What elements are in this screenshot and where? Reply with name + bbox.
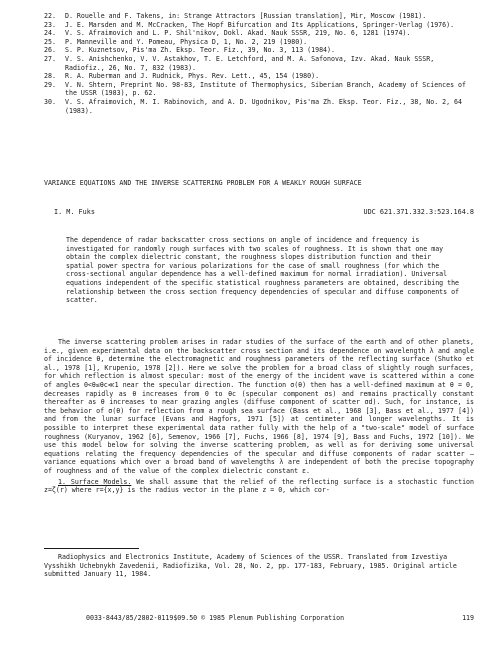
article-body (44, 338, 474, 495)
body-paragraph (44, 478, 474, 495)
reference-item (44, 55, 474, 72)
body-paragraph: The inverse scattering problem arises in radar studies of the surface of the earth and of other planets, i.e., given experimental data on the backscatter cross section and its dependence on wavelength λ and angle of incidence θ, determine the electromagnetic and roughness parameters of the reflecting surface (Shutko et al., 1978 [1], Krupenio, 1978 [2]). Here we solve the problem for a broad class of slightly rough surfaces, for which reflection is almost specular: most of the energy of the incident wave is scattered within a cone of angles 0<θ≤θc≪1 near the specular direction. The function σ(θ) then has a well-defined maximum at θ = 0, decreases rapidly as θ increases from 0 to θc (specular component σs) and remains practically constant thereafter as θ increases to near grazing angles (diffuse component of scatter σd). Such, for instance, is the behavior of σ(θ) for reflection from a rough sea surface (Bass et al., 1968 [3], Bass et al., 1977 [4]) and from the lunar surface (Evans and Hagfors, 1971 [5]) at centimeter and longer wavelengths. It is possible to interpret these experimental data rather fully with the help of a "two-scale" model of surface roughness (Kuryanov, 1962 [6], Semenov, 1966 [7], Fuchs, 1966 [8], 1974 [9], Bass and Fuchs, 1972 [10]). We use this model below for solving the inverse scattering problem, as well as for deriving some universal equations relating the frequency dependencies of the specular and diffuse components of radar scatter — variance equations which over a broad band of wavelengths λ are independent of both the precise topography of roughness and of the value of the complex dielectric constant ε. (44, 338, 475, 475)
abstract: The dependence of radar backscatter cross sections on angle of incidence and frequency is investigated for randomly rough surfaces with two scales of roughness. It is shown that one may obtain the complex dielectric constant, the roughness slopes distribution function and their spatial power spectra for various polarizations for the case of small roughness (for which the cross-sectional angular dependence has a well-defined maximum for normal irradiation). Universal equations independent of the specific statistical roughness parameters are obtained, describing the relationship between the cross section frequency dependencies of specular and diffuse components of scatter. (66, 236, 460, 305)
udc-code: UDC 621.371.332.3:523.164.8 (363, 208, 474, 216)
reference-number: 28. (44, 72, 56, 81)
reference-text: R. A. Ruberman and J. Rudnick, Phys. Rev. Lett., 45, 154 (1980). (65, 72, 320, 81)
article-title: VARIANCE EQUATIONS AND THE INVERSE SCATTERING PROBLEM FOR A WEAKLY ROUGH SURFACE (44, 179, 362, 187)
reference-item (44, 29, 474, 38)
reference-item (44, 81, 474, 98)
reference-item (44, 46, 474, 55)
reference-item (44, 12, 474, 21)
reference-number: 23. (44, 20, 56, 29)
reference-number: 24. (44, 29, 56, 38)
reference-item (44, 72, 474, 81)
reference-text: V. N. Shtern, Preprint No. 98-83, Institute of Thermophysics, Siberian Branch, Academy of Sciences of the USSR (1983), p. 62. (65, 80, 466, 98)
section-heading: 1. Surface Models. (58, 477, 132, 486)
page-number: 119 (462, 614, 474, 622)
reference-text: S. P. Kuznetsov, Pis'ma Zh. Eksp. Teor. Fiz., 39, No. 3, 113 (1984). (65, 46, 335, 55)
reference-number: 25. (44, 37, 56, 46)
reference-number: 22. (44, 12, 56, 20)
reference-text: D. Rouelle and F. Takens, in: Strange Attractors [Russian translation], Mir, Moscow (1981). (65, 12, 427, 20)
reference-item (44, 38, 474, 47)
reference-item (44, 21, 474, 30)
reference-number: 30. (44, 97, 56, 106)
author-name: I. M. Fuks (54, 208, 95, 216)
reference-number: 29. (44, 80, 56, 89)
reference-item (44, 98, 474, 115)
footnote (44, 553, 474, 579)
reference-text: J. E. Marsden and M. McCracken, The Hopf Bifurcation and Its Applications, Springer-Verlag (1976). (65, 20, 455, 29)
reference-number: 27. (44, 54, 56, 63)
section-text: We shall assume that the relief of the reflecting surface is a stochastic function z=ζ(r) where r={x,y} is the radius vector in the plane z = 0, which cor- (44, 477, 474, 495)
footnote-rule (44, 548, 139, 549)
reference-text: V. S. Afraimovich, M. I. Rabinovich, and A. D. Ugodnikov, Pis'ma Zh. Eksp. Teor. Fiz., 38, No. 2, 64 (1983). (65, 97, 462, 115)
reference-text: V. S. Afraimovich and L. P. Shil'nikov, Dokl. Akad. Nauk SSSR, 219, No. 6, 1281 (1974). (65, 29, 411, 38)
publication-code: 0033-8443/85/2802-0119$09.50 © 1985 Plenum Publishing Corporation (86, 614, 345, 622)
footnote-text: Radiophysics and Electronics Institute, Academy of Sciences of the USSR. Translated from Izvestiya Vysshikh Uchebnykh Zavedenii, Radiofizika, Vol. 28, No. 2, pp. 177-183, February, 1985. Original article submitted January 11, 1984. (44, 553, 457, 579)
reference-number: 26. (44, 46, 56, 55)
reference-list (44, 12, 474, 115)
reference-text: V. S. Anishchenko, V. V. Astakhov, T. E. Letchford, and M. A. Safonova, Izv. Akad. Nauk SSSR, Radiofiz., 26, No. 7, 832 (1983). (65, 54, 435, 72)
reference-text: P. Manneville and Y. Pomeau, Physica D, 1, No. 2, 219 (1980). (65, 37, 308, 46)
